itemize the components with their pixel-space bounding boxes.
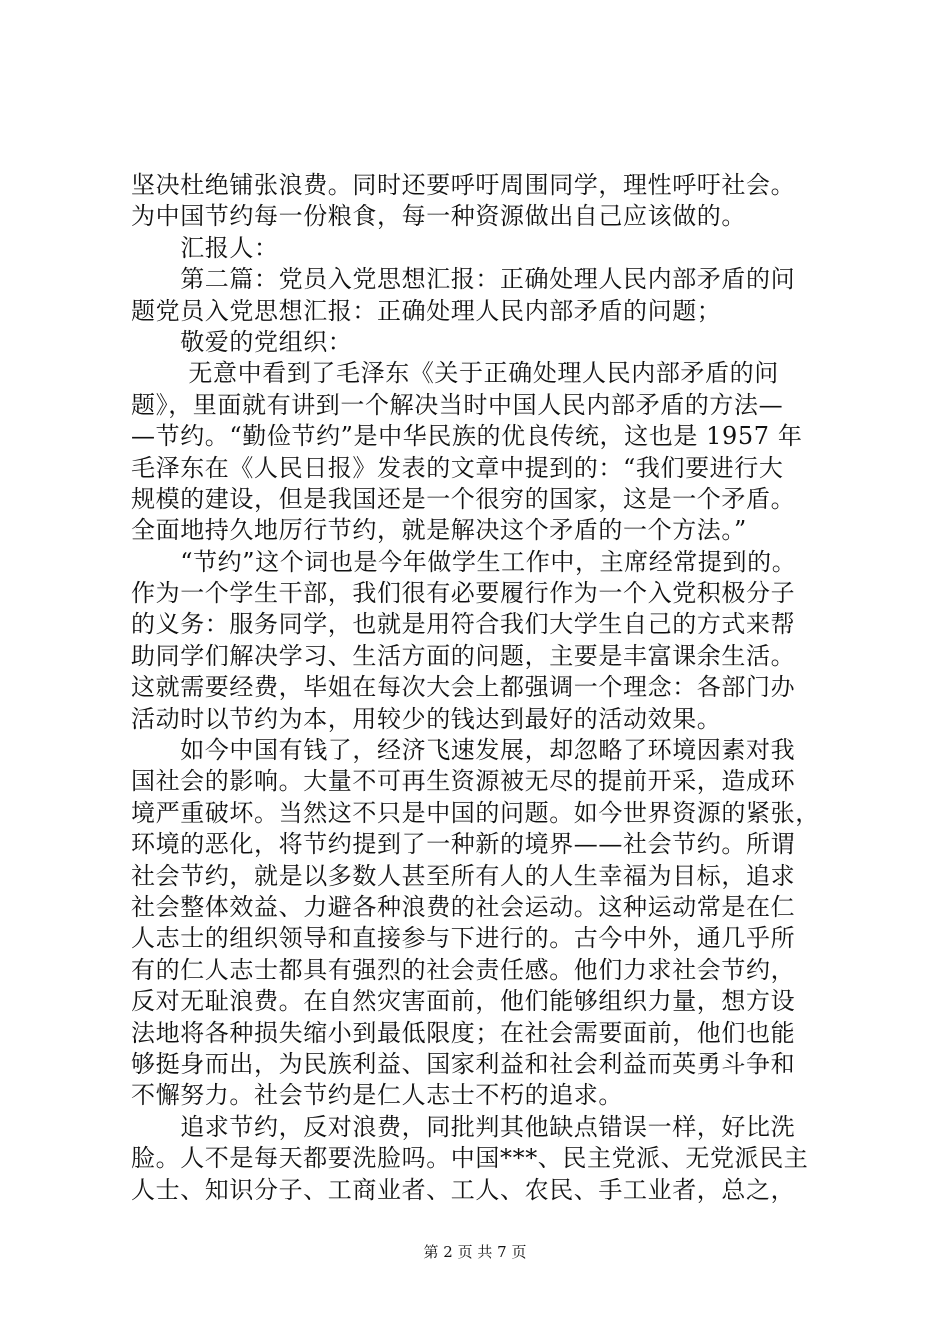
text-line: 无意中看到了毛泽东《关于正确处理人民内部矛盾的问 xyxy=(131,359,779,388)
page-number-footer: 第 2 页 共 7 页 xyxy=(423,1243,527,1261)
text-line: 有的仁人志士都具有强烈的社会责任感。他们力求社会节约， xyxy=(131,955,796,984)
text-line: 如今中国有钱了，经济飞速发展，却忽略了环境因素对我 xyxy=(131,736,796,765)
text-line: 国社会的影响。大量不可再生资源被无尽的提前开采，造成环 xyxy=(131,767,796,796)
text-line: 全面地持久地厉行节约，就是解决这个矛盾的一个方法。” xyxy=(131,516,747,545)
text-line: “节约”这个词也是今年做学生工作中，主席经常提到的。 xyxy=(131,547,797,576)
text-line: 境严重破坏。当然这不只是中国的问题。如今世界资源的紧张， xyxy=(131,798,820,827)
text-line: 追求节约，反对浪费，同批判其他缺点错误一样，好比洗 xyxy=(131,1112,796,1141)
text-line: 汇报人： xyxy=(131,233,279,262)
text-line: 为中国节约每一份粮食，每一种资源做出自己应该做的。 xyxy=(131,202,746,231)
text-line: 脸。人不是每天都要洗脸吗。中国***、民主党派、无党派民主 xyxy=(131,1144,809,1173)
text-line: 助同学们解决学习、生活方面的问题，主要是丰富课余生活。 xyxy=(131,641,796,670)
text-line: 活动时以节约为本，用较少的钱达到最好的活动效果。 xyxy=(131,704,722,733)
text-line: 规模的建设，但是我国还是一个很穷的国家，这是一个矛盾。 xyxy=(131,484,796,513)
text-line: 题》，里面就有讲到一个解决当时中国人民内部矛盾的方法— xyxy=(131,390,784,419)
document-body xyxy=(131,170,831,1206)
text-line: 题党员入党思想汇报：正确处理人民内部矛盾的问题； xyxy=(131,296,722,325)
text-line: 社会节约，就是以多数人甚至所有人的人生幸福为目标，追求 xyxy=(131,861,796,890)
text-line: 毛泽东在《人民日报》发表的文章中提到的：“我们要进行大 xyxy=(131,453,784,482)
text-line: 法地将各种损失缩小到最低限度；在社会需要面前，他们也能 xyxy=(131,1018,796,1047)
text-line: 第二篇：党员入党思想汇报：正确处理人民内部矛盾的问 xyxy=(131,265,796,294)
text-line: 敬爱的党组织： xyxy=(131,327,353,356)
text-line: —节约。“勤俭节约”是中华民族的优良传统，这也是 1957 年 xyxy=(131,422,803,451)
text-line: 社会整体效益、力避各种浪费的社会运动。这种运动常是在仁 xyxy=(131,892,796,921)
text-line: 作为一个学生干部，我们很有必要履行作为一个入党积极分子 xyxy=(131,579,796,608)
text-line: 这就需要经费，毕姐在每次大会上都强调一个理念：各部门办 xyxy=(131,673,796,702)
text-line: 环境的恶化，将节约提到了一种新的境界——社会节约。所谓 xyxy=(131,830,796,859)
text-line: 反对无耻浪费。在自然灾害面前，他们能够组织力量，想方设 xyxy=(131,987,796,1016)
text-line: 人士、知识分子、工商业者、工人、农民、手工业者，总之， xyxy=(131,1175,796,1204)
text-line: 够挺身而出，为民族利益、国家利益和社会利益而英勇斗争和 xyxy=(131,1049,796,1078)
text-line: 坚决杜绝铺张浪费。同时还要呼吁周围同学，理性呼吁社会。 xyxy=(131,171,796,199)
text-line: 人志士的组织领导和直接参与下进行的。古今中外，通几乎所 xyxy=(131,924,796,953)
text-line: 的义务：服务同学，也就是用符合我们大学生自己的方式来帮 xyxy=(131,610,796,639)
text-line: 不懈努力。社会节约是仁人志士不朽的追求。 xyxy=(131,1081,623,1110)
